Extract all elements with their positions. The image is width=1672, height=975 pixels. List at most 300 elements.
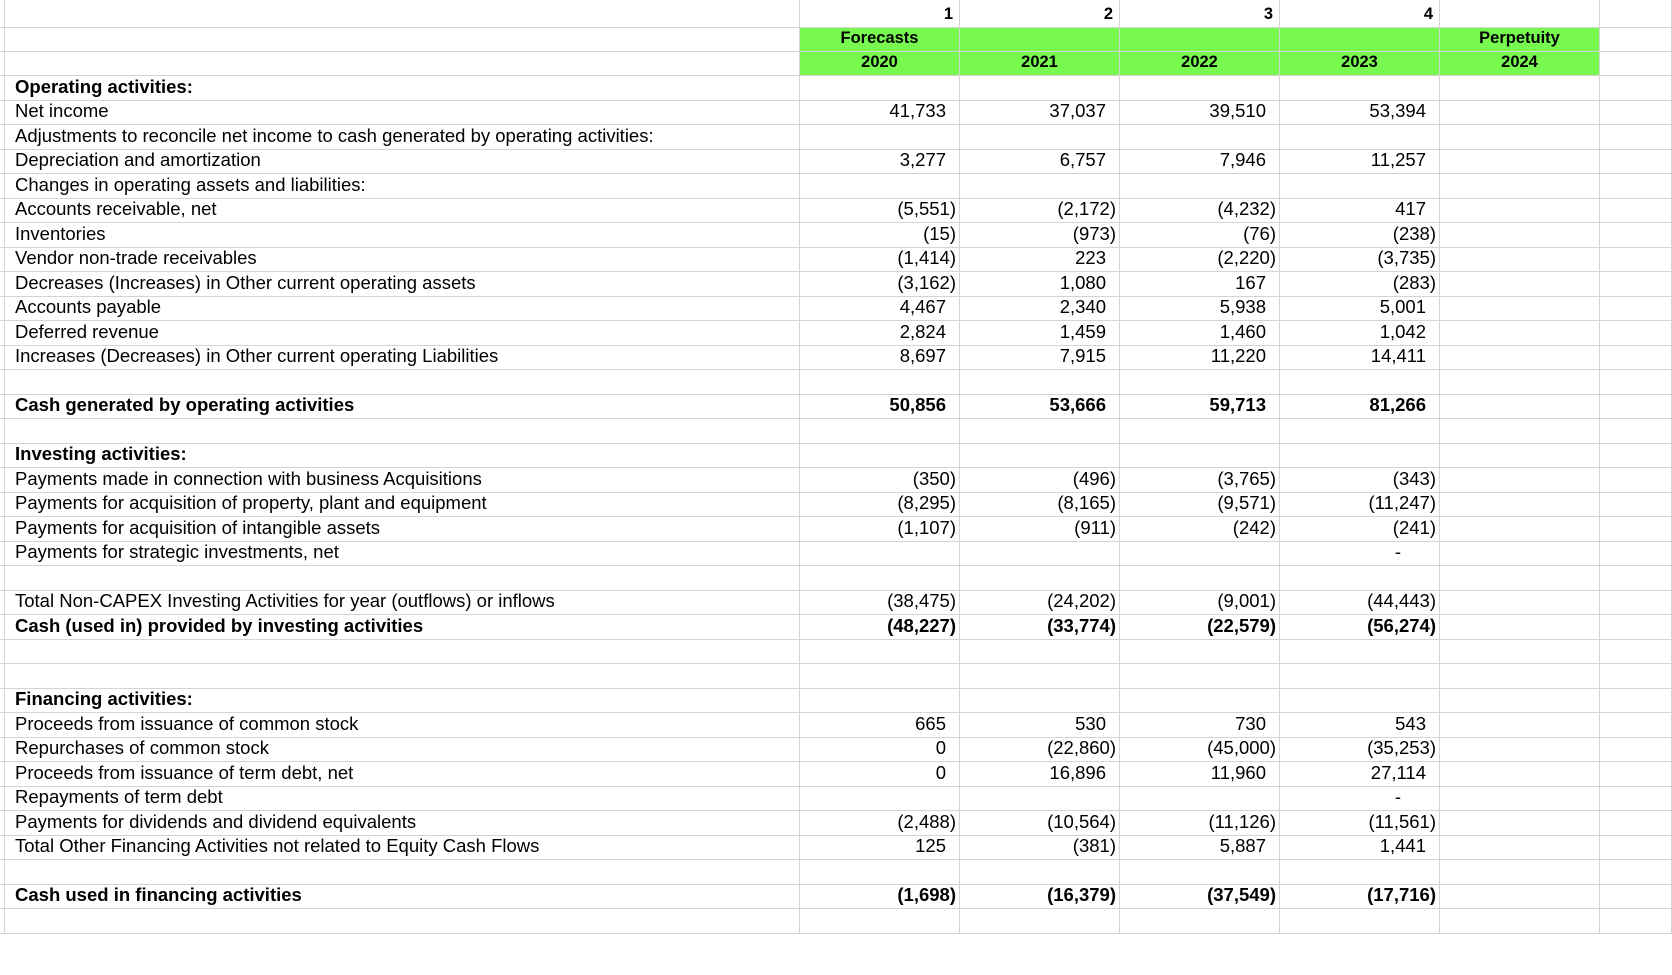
- header-label-cell[interactable]: [1280, 28, 1440, 52]
- value-cell[interactable]: [1600, 223, 1672, 248]
- value-cell[interactable]: [1120, 370, 1280, 395]
- value-cell[interactable]: [1440, 321, 1600, 346]
- label-cell[interactable]: [5, 566, 800, 591]
- value-cell[interactable]: [960, 150, 1120, 175]
- label-cell[interactable]: [5, 664, 800, 689]
- value-cell[interactable]: [1600, 346, 1672, 371]
- label-cell[interactable]: [5, 28, 800, 52]
- cell-value: 5,887: [1219, 835, 1266, 856]
- value-cell[interactable]: [800, 517, 960, 542]
- header-label-cell[interactable]: [1440, 28, 1600, 52]
- table-row: [0, 248, 1672, 273]
- label-cell[interactable]: [5, 223, 800, 248]
- label-cell[interactable]: [5, 395, 800, 420]
- value-cell[interactable]: [1280, 762, 1440, 787]
- value-cell[interactable]: [800, 493, 960, 518]
- label-cell[interactable]: [5, 885, 800, 910]
- table-row: [0, 762, 1672, 787]
- header-label-cell[interactable]: [800, 28, 960, 52]
- value-cell[interactable]: [960, 836, 1120, 861]
- cell-value: 14,411: [1370, 345, 1426, 366]
- value-cell[interactable]: [1120, 811, 1280, 836]
- cell-value: (38,475): [887, 590, 956, 611]
- label-cell[interactable]: [5, 297, 800, 322]
- value-cell[interactable]: [1120, 542, 1280, 567]
- year-cell[interactable]: [1280, 52, 1440, 76]
- value-cell[interactable]: [1280, 444, 1440, 469]
- value-cell[interactable]: [1280, 468, 1440, 493]
- value-cell[interactable]: [960, 787, 1120, 812]
- value-cell[interactable]: [1120, 885, 1280, 910]
- value-cell[interactable]: [1120, 517, 1280, 542]
- row-label: Cash (used in) provided by investing activities: [15, 614, 424, 636]
- value-cell[interactable]: [1600, 909, 1672, 934]
- value-cell[interactable]: [1280, 542, 1440, 567]
- value-cell[interactable]: [800, 248, 960, 273]
- value-cell[interactable]: [800, 689, 960, 714]
- value-cell[interactable]: [800, 76, 960, 101]
- value-cell[interactable]: [800, 468, 960, 493]
- value-cell[interactable]: [1120, 689, 1280, 714]
- value-cell[interactable]: [1280, 517, 1440, 542]
- value-cell[interactable]: [960, 909, 1120, 934]
- value-cell[interactable]: [1440, 591, 1600, 616]
- value-cell[interactable]: [1280, 395, 1440, 420]
- label-cell[interactable]: [5, 836, 800, 861]
- value-cell[interactable]: [1600, 395, 1672, 420]
- value-cell[interactable]: [1600, 811, 1672, 836]
- value-cell[interactable]: [1120, 125, 1280, 150]
- value-cell[interactable]: [1600, 419, 1672, 444]
- label-cell[interactable]: [5, 346, 800, 371]
- value-cell[interactable]: [960, 811, 1120, 836]
- value-cell[interactable]: [800, 125, 960, 150]
- period-number-cell[interactable]: [800, 0, 960, 28]
- value-cell[interactable]: [800, 542, 960, 567]
- value-cell[interactable]: [960, 174, 1120, 199]
- value-cell[interactable]: [800, 762, 960, 787]
- value-cell[interactable]: [800, 419, 960, 444]
- value-cell[interactable]: [1600, 248, 1672, 273]
- value-cell[interactable]: [1280, 591, 1440, 616]
- value-cell[interactable]: [1120, 909, 1280, 934]
- value-cell[interactable]: [800, 346, 960, 371]
- label-cell[interactable]: [5, 52, 800, 76]
- value-cell[interactable]: [800, 811, 960, 836]
- value-cell[interactable]: [800, 321, 960, 346]
- value-cell[interactable]: [800, 101, 960, 126]
- value-cell[interactable]: [1440, 836, 1600, 861]
- value-cell[interactable]: [1280, 150, 1440, 175]
- value-cell[interactable]: [800, 787, 960, 812]
- value-cell[interactable]: [1440, 811, 1600, 836]
- value-cell[interactable]: [960, 640, 1120, 665]
- value-cell[interactable]: [1440, 566, 1600, 591]
- value-cell[interactable]: [800, 591, 960, 616]
- value-cell[interactable]: [1600, 101, 1672, 126]
- value-cell[interactable]: [1280, 566, 1440, 591]
- year-cell[interactable]: [1440, 52, 1600, 76]
- value-cell[interactable]: [800, 566, 960, 591]
- value-cell[interactable]: [1280, 885, 1440, 910]
- value-cell[interactable]: [1600, 787, 1672, 812]
- value-cell[interactable]: [960, 248, 1120, 273]
- value-cell[interactable]: [1120, 860, 1280, 885]
- value-cell[interactable]: [1280, 713, 1440, 738]
- cell-value: 1,042: [1379, 320, 1426, 342]
- value-cell[interactable]: [1600, 272, 1672, 297]
- value-cell[interactable]: [1120, 640, 1280, 665]
- value-cell[interactable]: [1120, 297, 1280, 322]
- value-cell[interactable]: [1440, 76, 1600, 101]
- value-cell[interactable]: [1600, 615, 1672, 640]
- value-cell[interactable]: [1440, 346, 1600, 371]
- value-cell[interactable]: [1440, 689, 1600, 714]
- cell-value: (242): [1232, 516, 1276, 538]
- table-row: [0, 468, 1672, 493]
- cell-value: (496): [1072, 467, 1116, 489]
- value-cell[interactable]: [960, 321, 1120, 346]
- value-cell[interactable]: [1280, 640, 1440, 665]
- value-cell[interactable]: [960, 101, 1120, 126]
- value-cell[interactable]: [960, 762, 1120, 787]
- value-cell[interactable]: [1280, 787, 1440, 812]
- value-cell[interactable]: [1280, 860, 1440, 885]
- label-cell[interactable]: [5, 542, 800, 567]
- value-cell[interactable]: [960, 689, 1120, 714]
- table-row: [0, 615, 1672, 640]
- value-cell[interactable]: [1440, 297, 1600, 322]
- value-cell[interactable]: [960, 860, 1120, 885]
- row-label: Repayments of term debt: [15, 786, 223, 807]
- value-cell[interactable]: [960, 517, 1120, 542]
- period-number: 1: [943, 5, 953, 23]
- value-cell[interactable]: [960, 199, 1120, 224]
- value-cell[interactable]: [1600, 493, 1672, 518]
- cell-value: (343): [1392, 467, 1436, 489]
- value-cell[interactable]: [1440, 762, 1600, 787]
- value-cell[interactable]: [1280, 174, 1440, 199]
- label-cell[interactable]: [5, 909, 800, 934]
- cell-value: 2,824: [899, 320, 946, 342]
- value-cell[interactable]: [960, 493, 1120, 518]
- value-cell[interactable]: [960, 444, 1120, 469]
- value-cell[interactable]: [1600, 321, 1672, 346]
- value-cell[interactable]: [1280, 76, 1440, 101]
- value-cell[interactable]: [1120, 101, 1280, 126]
- label-cell[interactable]: [5, 468, 800, 493]
- value-cell[interactable]: [800, 150, 960, 175]
- cell-value: 1,080: [1059, 271, 1106, 293]
- value-cell[interactable]: [800, 272, 960, 297]
- value-cell[interactable]: [1600, 297, 1672, 322]
- period-number-cell[interactable]: [1600, 0, 1672, 28]
- label-cell[interactable]: [5, 101, 800, 126]
- value-cell[interactable]: [960, 591, 1120, 616]
- table-row: [0, 885, 1672, 910]
- table-row: [0, 199, 1672, 224]
- value-cell[interactable]: [960, 370, 1120, 395]
- value-cell[interactable]: [1280, 493, 1440, 518]
- value-cell[interactable]: [1120, 664, 1280, 689]
- cell-value: 665: [915, 712, 946, 734]
- value-cell[interactable]: [1600, 664, 1672, 689]
- value-cell[interactable]: [1440, 615, 1600, 640]
- value-cell[interactable]: [1280, 223, 1440, 248]
- label-cell[interactable]: [5, 689, 800, 714]
- value-cell[interactable]: [1440, 517, 1600, 542]
- value-cell[interactable]: [1280, 419, 1440, 444]
- value-cell[interactable]: [1600, 150, 1672, 175]
- value-cell[interactable]: [1440, 909, 1600, 934]
- label-cell[interactable]: [5, 762, 800, 787]
- value-cell[interactable]: [1600, 591, 1672, 616]
- value-cell[interactable]: [800, 444, 960, 469]
- value-cell[interactable]: [960, 346, 1120, 371]
- value-cell[interactable]: [1440, 223, 1600, 248]
- value-cell[interactable]: [1600, 860, 1672, 885]
- label-cell[interactable]: [5, 248, 800, 273]
- value-cell[interactable]: [960, 76, 1120, 101]
- value-cell[interactable]: [1440, 664, 1600, 689]
- value-cell[interactable]: [1600, 640, 1672, 665]
- year-cell[interactable]: [800, 52, 960, 76]
- value-cell[interactable]: [960, 664, 1120, 689]
- label-cell[interactable]: [5, 272, 800, 297]
- label-cell[interactable]: [5, 76, 800, 101]
- value-cell[interactable]: [1120, 346, 1280, 371]
- value-cell[interactable]: [960, 885, 1120, 910]
- value-cell[interactable]: [1600, 199, 1672, 224]
- value-cell[interactable]: [800, 199, 960, 224]
- value-cell[interactable]: [1440, 248, 1600, 273]
- value-cell[interactable]: [1280, 836, 1440, 861]
- value-cell[interactable]: [1600, 689, 1672, 714]
- value-cell[interactable]: [800, 640, 960, 665]
- value-cell[interactable]: [1120, 738, 1280, 763]
- label-cell[interactable]: [5, 419, 800, 444]
- label-cell[interactable]: [5, 811, 800, 836]
- year-cell[interactable]: [1120, 52, 1280, 76]
- value-cell[interactable]: [1120, 248, 1280, 273]
- value-cell[interactable]: [1600, 713, 1672, 738]
- row-label: Total Non-CAPEX Investing Activities for year (outflows) or inflows: [15, 590, 555, 611]
- value-cell[interactable]: [1120, 615, 1280, 640]
- table-row: [0, 689, 1672, 714]
- value-cell[interactable]: [1600, 468, 1672, 493]
- value-cell[interactable]: [1440, 640, 1600, 665]
- value-cell[interactable]: [1440, 885, 1600, 910]
- period-number-cell[interactable]: [1440, 0, 1600, 28]
- value-cell[interactable]: [800, 738, 960, 763]
- value-cell[interactable]: [800, 909, 960, 934]
- value-cell[interactable]: [1440, 787, 1600, 812]
- label-cell[interactable]: [5, 860, 800, 885]
- value-cell[interactable]: [800, 395, 960, 420]
- value-cell[interactable]: [1600, 566, 1672, 591]
- value-cell[interactable]: [1120, 321, 1280, 346]
- label-cell[interactable]: [5, 199, 800, 224]
- value-cell[interactable]: [800, 174, 960, 199]
- value-cell[interactable]: [1600, 174, 1672, 199]
- period-number-cell[interactable]: [1120, 0, 1280, 28]
- year-cell[interactable]: [960, 52, 1120, 76]
- value-cell[interactable]: [1600, 76, 1672, 101]
- period-number-cell[interactable]: [1280, 0, 1440, 28]
- value-cell[interactable]: [1440, 713, 1600, 738]
- value-cell[interactable]: [800, 370, 960, 395]
- label-cell[interactable]: [5, 0, 800, 28]
- value-cell[interactable]: [1120, 150, 1280, 175]
- value-cell[interactable]: [960, 272, 1120, 297]
- value-cell[interactable]: [960, 713, 1120, 738]
- value-cell[interactable]: [1120, 566, 1280, 591]
- value-cell[interactable]: [1120, 468, 1280, 493]
- value-cell[interactable]: [1440, 468, 1600, 493]
- row-label: Increases (Decreases) in Other current operating Liabilities: [15, 345, 499, 366]
- value-cell[interactable]: [960, 615, 1120, 640]
- value-cell[interactable]: [1280, 101, 1440, 126]
- value-cell[interactable]: [1280, 346, 1440, 371]
- label-cell[interactable]: [5, 493, 800, 518]
- label-cell[interactable]: [5, 444, 800, 469]
- value-cell[interactable]: [800, 664, 960, 689]
- value-cell[interactable]: [1120, 836, 1280, 861]
- label-cell[interactable]: [5, 615, 800, 640]
- row-label: Proceeds from issuance of term debt, net: [15, 761, 354, 783]
- cell-value: (22,860): [1047, 737, 1116, 758]
- value-cell[interactable]: [1600, 762, 1672, 787]
- value-cell[interactable]: [960, 542, 1120, 567]
- value-cell[interactable]: [1440, 272, 1600, 297]
- value-cell[interactable]: [1120, 76, 1280, 101]
- value-cell[interactable]: [1120, 713, 1280, 738]
- value-cell[interactable]: [800, 297, 960, 322]
- value-cell[interactable]: [1280, 664, 1440, 689]
- value-cell[interactable]: [1440, 493, 1600, 518]
- value-cell[interactable]: [1440, 738, 1600, 763]
- value-cell[interactable]: [800, 860, 960, 885]
- header-label-cell[interactable]: [1600, 28, 1672, 52]
- label-cell[interactable]: [5, 640, 800, 665]
- label-cell[interactable]: [5, 713, 800, 738]
- year-label: 2022: [1181, 53, 1218, 71]
- value-cell[interactable]: [800, 713, 960, 738]
- value-cell[interactable]: [1120, 272, 1280, 297]
- value-cell[interactable]: [1600, 125, 1672, 150]
- label-cell[interactable]: [5, 321, 800, 346]
- value-cell[interactable]: [1280, 615, 1440, 640]
- cell-value: 39,510: [1209, 100, 1266, 121]
- value-cell[interactable]: [800, 885, 960, 910]
- label-cell[interactable]: [5, 591, 800, 616]
- value-cell[interactable]: [1120, 223, 1280, 248]
- value-cell[interactable]: [1280, 738, 1440, 763]
- value-cell[interactable]: [1120, 419, 1280, 444]
- value-cell[interactable]: [1120, 174, 1280, 199]
- value-cell[interactable]: [1600, 370, 1672, 395]
- value-cell[interactable]: [960, 395, 1120, 420]
- label-cell[interactable]: [5, 150, 800, 175]
- value-cell[interactable]: [1280, 272, 1440, 297]
- label-cell[interactable]: [5, 787, 800, 812]
- value-cell[interactable]: [1120, 444, 1280, 469]
- value-cell[interactable]: [1600, 885, 1672, 910]
- value-cell[interactable]: [800, 223, 960, 248]
- value-cell[interactable]: [960, 566, 1120, 591]
- table-row: [0, 713, 1672, 738]
- value-cell[interactable]: [1600, 517, 1672, 542]
- value-cell[interactable]: [1440, 419, 1600, 444]
- label-cell[interactable]: [5, 738, 800, 763]
- value-cell[interactable]: [1280, 811, 1440, 836]
- value-cell[interactable]: [1280, 297, 1440, 322]
- header-label-cell[interactable]: [960, 28, 1120, 52]
- value-cell[interactable]: [960, 738, 1120, 763]
- table-row: [0, 419, 1672, 444]
- value-cell[interactable]: [960, 468, 1120, 493]
- value-cell[interactable]: [1600, 738, 1672, 763]
- value-cell[interactable]: [1600, 542, 1672, 567]
- value-cell[interactable]: [960, 297, 1120, 322]
- value-cell[interactable]: [1440, 444, 1600, 469]
- row-label: Cash generated by operating activities: [15, 394, 355, 415]
- value-cell[interactable]: [1280, 689, 1440, 714]
- value-cell[interactable]: [1280, 909, 1440, 934]
- value-cell[interactable]: [960, 419, 1120, 444]
- value-cell[interactable]: [1280, 125, 1440, 150]
- label-cell[interactable]: [5, 517, 800, 542]
- value-cell[interactable]: [1120, 395, 1280, 420]
- row-label: Accounts receivable, net: [15, 198, 217, 219]
- table-row: [0, 444, 1672, 469]
- period-number-cell[interactable]: [960, 0, 1120, 28]
- cell-value: (8,295): [897, 492, 956, 513]
- year-cell[interactable]: [1600, 52, 1672, 76]
- header-label-cell[interactable]: [1120, 28, 1280, 52]
- value-cell[interactable]: [960, 223, 1120, 248]
- value-cell[interactable]: [1120, 493, 1280, 518]
- value-cell[interactable]: [1280, 199, 1440, 224]
- value-cell[interactable]: [1440, 174, 1600, 199]
- value-cell[interactable]: [800, 836, 960, 861]
- value-cell[interactable]: [1120, 762, 1280, 787]
- value-cell[interactable]: [1440, 370, 1600, 395]
- value-cell[interactable]: [1600, 444, 1672, 469]
- value-cell[interactable]: [1120, 591, 1280, 616]
- value-cell[interactable]: [1120, 787, 1280, 812]
- value-cell[interactable]: [1440, 542, 1600, 567]
- value-cell[interactable]: [1280, 321, 1440, 346]
- value-cell[interactable]: [1440, 199, 1600, 224]
- label-cell[interactable]: [5, 370, 800, 395]
- label-cell[interactable]: [5, 174, 800, 199]
- value-cell[interactable]: [800, 615, 960, 640]
- value-cell[interactable]: [1280, 248, 1440, 273]
- value-cell[interactable]: [1440, 395, 1600, 420]
- value-cell[interactable]: [1440, 125, 1600, 150]
- value-cell[interactable]: [1120, 199, 1280, 224]
- value-cell[interactable]: [1440, 101, 1600, 126]
- value-cell[interactable]: [1600, 836, 1672, 861]
- label-cell[interactable]: [5, 125, 800, 150]
- value-cell[interactable]: [1280, 370, 1440, 395]
- value-cell[interactable]: [1440, 150, 1600, 175]
- value-cell[interactable]: [960, 125, 1120, 150]
- value-cell[interactable]: [1440, 860, 1600, 885]
- row-label: Cash used in financing activities: [15, 884, 302, 905]
- cell-value: 6,757: [1059, 149, 1106, 170]
